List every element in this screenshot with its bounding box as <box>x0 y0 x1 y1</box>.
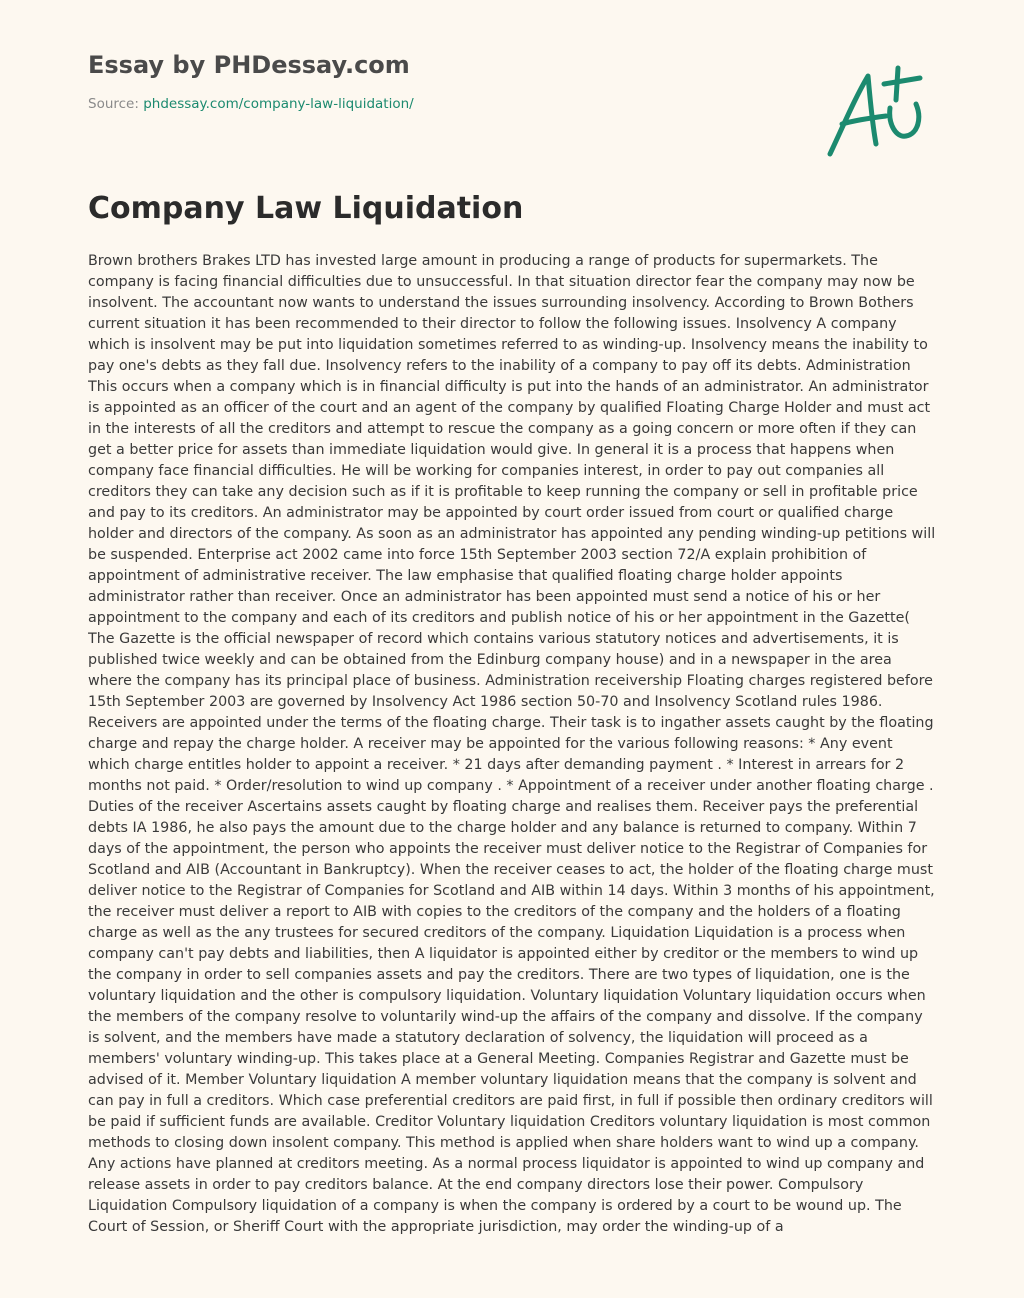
source-link[interactable]: phdessay.com/company-law-liquidation/ <box>143 96 414 112</box>
bottom-fade-overlay <box>0 1238 1024 1298</box>
a-plus-logo-icon <box>822 62 930 162</box>
source-label: Source: <box>88 96 144 112</box>
document-body: Brown brothers Brakes LTD has invested large amount in producing a range of products for supermarkets. The company is facing financial difficulties due to unsuccessful. In that situation director fear the company may now be insolvent. The accountant now wants to understand the issues surrounding insolvency. According to Brown Bothers current situation it has been recommended to their director to follow the following issues. Insolvency A company which is insolvent may be put into liquidation sometimes referred to as winding-up. Insolvency means the inability to pay one's debts as they fall due. Insolvency refers to the inability of a company to pay off its debts. Administration This occurs when a company which is in financial difficulty is put into the hands of an administrator. An administrator is appointed as an officer of the court and an agent of the company by qualified Floating Charge Holder and must act in the interests of all the creditors and attempt to rescue the company as a going concern or more often if they can get a better price for assets than immediate liquidation would give. In general it is a process that happens when company face financial difficulties. He will be working for companies interest, in order to pay out companies all creditors they can take any decision such as if it is profitable to keep running the company or sell in profitable price and pay to its creditors. An administrator may be appointed by court order issued from court or qualified charge holder and directors of the company. As soon as an administrator has appointed any pending winding-up petitions will be suspended. Enterprise act 2002 came into force 15th September 2003 section 72/A explain prohibition of appointment of administrative receiver. The law emphasise that qualified floating charge holder appoints administrator rather than receiver. Once an administrator has been appointed must send a notice of his or her appointment to the company and each of its creditors and publish notice of his or her appointment in the Gazette( The Gazette is the official newspaper of record which contains various statutory notices and advertisements, it is published twice weekly and can be obtained from the Edinburg company house) and in a newspaper in the area where the company has its principal place of business. Administration receivership Floating charges registered before 15th September 2003 are governed by Insolvency Act 1986 section 50-70 and Insolvency Scotland rules 1986. Receivers are appointed under the terms of the floating charge. Their task is to ingather assets caught by the floating charge and repay the charge holder. A receiver may be appointed for the various following reasons: * Any event which charge entitles holder to appoint a receiver. * 21 days after demanding payment . * Interest in arrears for 2 months not paid. * Order/resolution to wind up company . * Appointment of a receiver under another floating charge . Duties of the receiver Ascertains assets caught by floating charge and realises them. Receiver pays the preferential debts IA 1986, he also pays the amount due to the charge holder and any balance is returned to company. Within 7 days of the appointment, the person who appoints the receiver must deliver notice to the Registrar of Companies for Scotland and AIB (Accountant in Bankruptcy). When the receiver ceases to act, the holder of the floating charge must deliver notice to the Registrar of Companies for Scotland and AIB within 14 days. Within 3 months of his appointment, the receiver must deliver a report to AIB with copies to the creditors of the company and the holders of a floating charge as well as the any trustees for secured creditors of the company. Liquidation Liquidation is a process when company can't pay debts and liabilities, then A liquidator is appointed either by creditor or the members to wind up the company in order to sell companies assets and pay the creditors. There are two types of liquidation, one is the voluntary liquidation and the other is compulsory liquidation. Voluntary liquidation Voluntary liquidation occurs when the members of the company resolve to voluntarily wind-up the affairs of the company and dissolve. If the company is solvent, and the members have made a statutory declaration of solvency, the liquidation will proceed as a members' voluntary winding-up. This takes place at a General Meeting. Companies Registrar and Gazette must be advised of it. Member Voluntary liquidation A member voluntary liquidation means that the company is solvent and can pay in full a creditors. Which case preferential creditors are paid first, in full if possible then ordinary creditors will be paid if sufficient funds are available. Creditor Voluntary liquidation Creditors voluntary liquidation is most common methods to closing down insolent company. This method is applied when share holders want to wind up a company. Any actions have planned at creditors meeting. As a normal process liquidator is appointed to wind up company and release assets in order to pay creditors balance. At the end company directors lose their power. Compulsory Liquidation Compulsory liquidation of a company is when the company is ordered by a court to be wound up. The Court of Session, or Sheriff Court with the appropriate jurisdiction, may order the winding-up of a <box>88 253 936 1235</box>
page-header <box>88 48 788 114</box>
source-line <box>88 94 788 114</box>
site-title: Essay by PHDessay.com <box>88 51 410 79</box>
document-title: Company Law Liquidation <box>88 191 524 226</box>
